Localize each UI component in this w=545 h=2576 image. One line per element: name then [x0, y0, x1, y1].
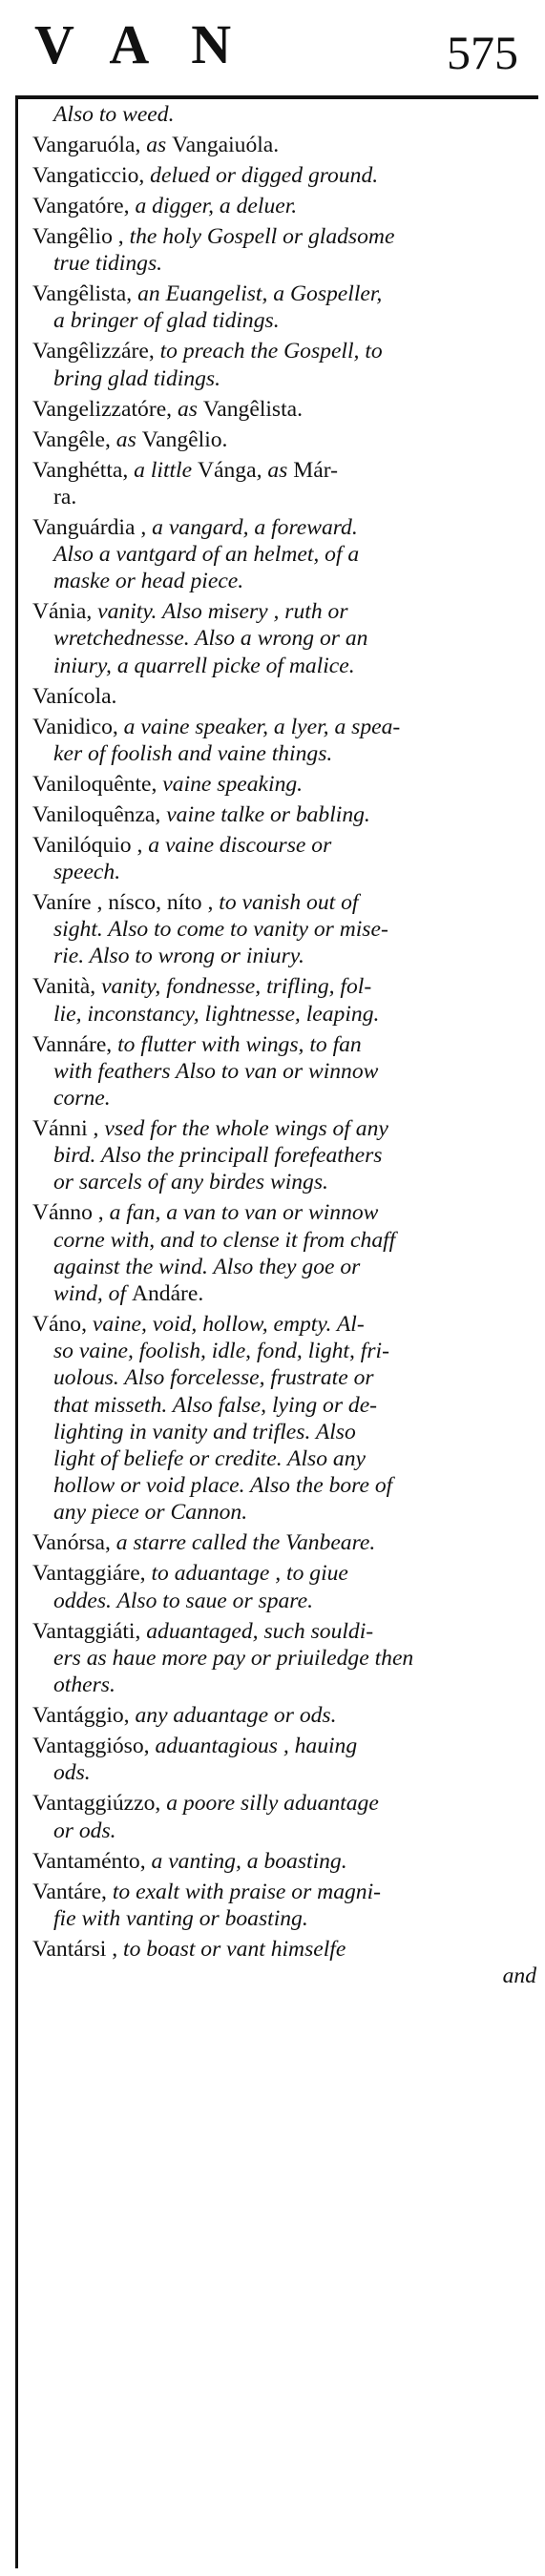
definition: bird. Also the principall forefeathers [53, 1143, 383, 1169]
dictionary-entry [32, 1115, 536, 1196]
definition: wind, of [53, 1281, 132, 1307]
page-number: 575 [447, 26, 518, 79]
dictionary-entry [32, 1529, 536, 1556]
headword: Vannáre, [32, 1031, 118, 1057]
definition: a digger, a deluer. [135, 194, 298, 218]
headword: Vangêlista, [32, 281, 138, 307]
definition: ker of foolish and vaine things. [53, 740, 333, 766]
definition: lighting in vanity and trifles. Also [53, 1419, 356, 1444]
definition: with feathers Also to van or winnow [53, 1058, 379, 1084]
definition: a vanting, a boasting. [151, 1848, 347, 1874]
definition: light of beliefe or credite. Also any [53, 1446, 366, 1472]
headword: Vanità, [32, 974, 102, 1000]
definition: to vanish out of [219, 890, 359, 916]
definition: rie. Also to wrong or iniury. [53, 944, 304, 969]
definition: or ods. [53, 1818, 116, 1843]
definition: , as [256, 457, 294, 483]
dictionary-column [32, 101, 536, 1993]
definition: maske or head piece. [53, 569, 244, 594]
definition: vanity, fondnesse, trifling, fol- [101, 974, 372, 1000]
dictionary-entry [32, 223, 536, 277]
headword: Vangelizzatóre, [32, 396, 178, 422]
headword: Vantaggiáre, [32, 1561, 152, 1587]
column-rule [15, 97, 18, 2568]
definition: a vangard, a foreward. [152, 514, 358, 540]
page-header [0, 0, 545, 113]
definition: a bringer of glad tidings. [53, 308, 280, 334]
cross-reference: Vangaiuóla. [172, 133, 280, 157]
headword: Vangêlio , [32, 224, 130, 249]
definition: fie with vanting or boasting. [53, 1905, 308, 1931]
dictionary-entry [32, 1936, 536, 1989]
headword: Vantáre, [32, 1879, 113, 1904]
definition: lie, inconstancy, lightnesse, leaping. [53, 1001, 380, 1027]
definition: ers as haue more pay or priuiledge then [53, 1645, 414, 1671]
definition: as [115, 426, 142, 452]
definition: to preach the Gospell, to [159, 339, 383, 364]
header-rule [15, 95, 538, 99]
definition: oddes. Also to saue or spare. [53, 1588, 313, 1613]
definition: against the wind. Also they goe or [53, 1254, 361, 1279]
definition: a vaine discourse or [148, 832, 332, 858]
headword: Vánno , [32, 1200, 110, 1226]
definition: to boast or vant himselfe [123, 1936, 346, 1962]
definition: aduantaged, such souldi- [146, 1618, 374, 1644]
dictionary-entry [32, 801, 536, 828]
definition: sight. Also to come to vanity or mise- [53, 917, 388, 943]
definition: true tidings. [53, 251, 163, 277]
headword: Vanguárdia , [32, 514, 153, 540]
catchword: and [502, 1963, 536, 1988]
dictionary-entry [32, 1311, 536, 1527]
definition: iniury, a quarrell picke of malice. [53, 653, 355, 678]
definition: hollow or void place. Also the bore of [53, 1473, 393, 1499]
definition: vsed for the whole wings of any [104, 1116, 388, 1142]
definition: a fan, a van to van or winnow [109, 1200, 379, 1226]
cross-reference: Vánga [197, 457, 257, 483]
headword: Vánni , [32, 1116, 105, 1142]
definition: bring glad tidings. [53, 365, 221, 391]
dictionary-entry [32, 101, 536, 128]
definition: a starre called the Vanbeare. [115, 1530, 376, 1556]
definition: to aduantage , to giue [151, 1561, 348, 1587]
dictionary-entry [32, 338, 536, 391]
headword: Vantaggiúzzo, [32, 1791, 167, 1817]
dictionary-entry [32, 193, 536, 219]
definition: speech. [53, 860, 121, 885]
running-head: VAN [34, 13, 274, 75]
definition: any aduantage or ods. [135, 1703, 337, 1729]
definition: vanity. Also misery , ruth or [97, 599, 348, 625]
headword: Vantaménto, [32, 1848, 152, 1874]
definition: an Euangelist, a Gospeller, [137, 281, 383, 307]
definition: aduantagious , hauing [155, 1734, 358, 1759]
headword: Vanórsa, [32, 1530, 116, 1556]
dictionary-entry [32, 426, 536, 453]
definition: a little [134, 457, 198, 483]
headword: Vánia, [32, 599, 98, 625]
definition: as [146, 133, 173, 157]
dictionary-entry [32, 1848, 536, 1875]
definition: that misseth. Also false, lying or de- [53, 1392, 378, 1418]
definition: corne with, and to clense it from chaff [53, 1227, 396, 1253]
dictionary-entry [32, 1560, 536, 1613]
headword: Vanilóquio , [32, 832, 149, 858]
headword: Vantársi , [32, 1936, 124, 1962]
headword: Vaníre , nísco, níto , [32, 890, 220, 916]
definition: a poore silly aduantage [166, 1791, 379, 1817]
headword: Vantággio, [32, 1703, 136, 1729]
dictionary-entry [32, 714, 536, 767]
headword: Vanícola. [32, 683, 117, 709]
dictionary-entry [32, 132, 536, 158]
dictionary-entry [32, 396, 536, 423]
definition: delued or digged ground. [150, 163, 379, 188]
dictionary-entry [32, 832, 536, 885]
definition: to exalt with praise or magni- [112, 1879, 382, 1904]
definition: others. [53, 1672, 115, 1698]
cross-reference: Vangêlio. [141, 426, 228, 452]
headword: Vangaruóla, [32, 133, 147, 157]
dictionary-entry [32, 889, 536, 970]
cross-reference: ra. [53, 484, 77, 509]
dictionary-entry [32, 1031, 536, 1112]
dictionary-entry [32, 280, 536, 334]
definition: as [177, 396, 203, 422]
dictionary-entry [32, 1733, 536, 1786]
dictionary-entry [32, 1879, 536, 1932]
headword: Vangêlizzáre, [32, 339, 160, 364]
headword: Vanghétta, [32, 457, 135, 483]
definition: Also to weed. [53, 102, 175, 127]
cross-reference: Vangêlista. [202, 396, 304, 422]
definition: the holy Gospell or gladsome [129, 224, 395, 249]
dictionary-entry [32, 1790, 536, 1843]
headword: Vangaticcio, [32, 163, 151, 188]
dictionary-entry [32, 598, 536, 679]
dictionary-entry [32, 1702, 536, 1729]
headword: Vaniloquênte, [32, 771, 163, 797]
headword: Vangêle, [32, 426, 116, 452]
dictionary-entry [32, 457, 536, 510]
headword: Váno, [32, 1312, 93, 1338]
definition: to flutter with wings, to fan [117, 1031, 362, 1057]
dictionary-entry [32, 1618, 536, 1699]
definition: Also a vantgard of an helmet, of a [53, 542, 360, 568]
headword: Vangatóre, [32, 194, 136, 218]
definition: vaine talke or babling. [166, 801, 370, 827]
dictionary-entry [32, 683, 536, 710]
headword: Vanidico, [32, 714, 124, 739]
dictionary-entry [32, 514, 536, 595]
definition: vaine speaking. [162, 771, 304, 797]
dictionary-entry [32, 973, 536, 1027]
definition: any piece or Cannon. [53, 1500, 248, 1526]
definition: so vaine, foolish, idle, fond, light, fri- [53, 1339, 389, 1364]
headword: Vantaggióso, [32, 1734, 156, 1759]
definition: ods. [53, 1760, 91, 1786]
dictionary-entry [32, 162, 536, 189]
definition: uolous. Also forcelesse, frustrate or [53, 1365, 374, 1391]
definition: a vaine speaker, a lyer, a spea- [123, 714, 401, 739]
definition: corne. [53, 1086, 111, 1111]
definition: vaine, void, hollow, empty. Al- [92, 1312, 365, 1338]
definition: wretchednesse. Also a wrong or an [53, 626, 368, 652]
headword: Vaniloquênza, [32, 801, 167, 827]
cross-reference: Már- [293, 457, 338, 483]
definition: or sarcels of any birdes wings. [53, 1170, 328, 1195]
headword: Vantaggiáti, [32, 1618, 147, 1644]
dictionary-entry [32, 1199, 536, 1307]
cross-reference: Andáre. [131, 1281, 204, 1307]
dictionary-entry [32, 771, 536, 798]
